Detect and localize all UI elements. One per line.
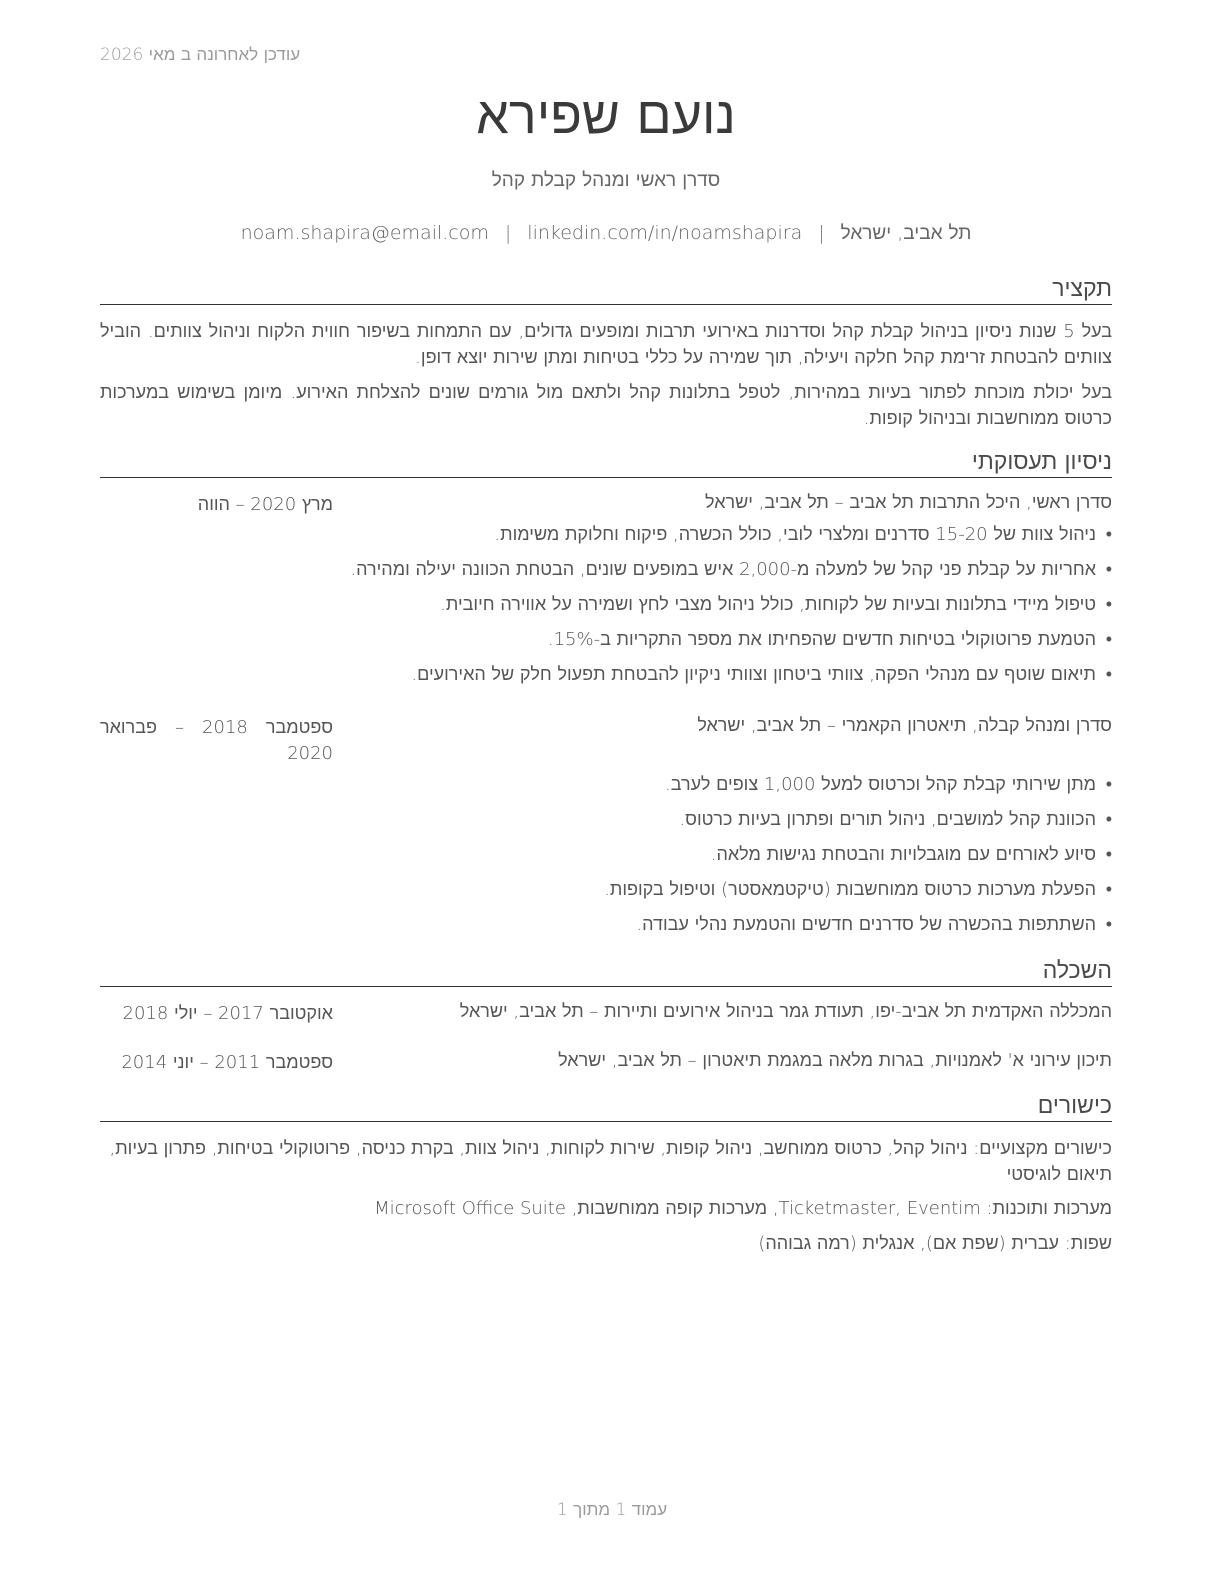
bullet-text: סיוע לאורחים עם מוגבלויות והבטחת נגישות מלאה. [710, 844, 1096, 865]
list-item [352, 592, 1112, 627]
bullet-text: אחריות על קבלת פני קהל של למעלה מ-2,000 איש במופעים שונים, הבטחת הכוונה יעילה ומהירה. [350, 559, 1096, 580]
job-dates: מרץ 2020 – הווה [197, 494, 333, 515]
contact-separator: | [504, 222, 512, 244]
list-item [352, 557, 1112, 592]
section-divider [100, 1121, 1112, 1122]
bullet-text: מתן שירותי קבלת קהל וכרטוס למעל 1,000 צופים לערב. [665, 774, 1096, 795]
summary-paragraph: בעל יכולת מוכחת לפתור בעיות במהירות, לטפל בתלונות קהל ולתאם מול גורמים שונים להצלחת האירוע. מיומן בשימוש במערכות כרטוס ממוחשבות ובניהול קופות. [100, 382, 1112, 429]
education-dates: אוקטובר 2017 – יולי 2018 [122, 1003, 333, 1024]
list-item [352, 627, 1112, 662]
bullet-icon: • [1105, 664, 1112, 685]
bullet-icon: • [1105, 809, 1112, 830]
bullet-text: השתתפות בהכשרה של סדרנים חדשים והטמעת נהלי עבודה. [636, 914, 1096, 935]
section-divider [100, 304, 1112, 305]
list-item [352, 807, 1112, 842]
list-item [352, 662, 1112, 697]
education-dates: ספטמבר 2011 – יוני 2014 [121, 1052, 333, 1073]
bullet-text: הטמעת פרוטוקולי בטיחות חדשים שהפחיתו את מספר התקריות ב-15%. [547, 629, 1096, 650]
job-title: סדרן ומנהל קבלה, תיאטרון הקאמרי – תל אביב, ישראל [697, 715, 1112, 736]
bullet-text: הכוונת קהל למושבים, ניהול תורים ופתרון בעיות כרטוס. [679, 809, 1096, 830]
section-title-experience: ניסיון תעסוקתי [971, 449, 1112, 475]
page-number-footer: עמוד 1 מתוך 1 [556, 1500, 668, 1520]
bullet-text: הפעלת מערכות כרטוס ממוחשבות (טיקטמאסטר) וטיפול בקופות. [604, 879, 1096, 900]
candidate-role: סדרן ראשי ומנהל קבלת קהל [491, 169, 721, 191]
section-title-education: השכלה [1042, 958, 1112, 984]
education-title: תיכון עירוני א' לאמנויות, בגרות מלאה במגמת תיאטרון – תל אביב, ישראל [558, 1050, 1112, 1071]
job-bullets [352, 522, 1112, 697]
section-divider [100, 986, 1112, 987]
resume-page [100, 0, 1112, 1584]
last-updated-note: עודכן לאחרונה ב מאי 2026 [100, 45, 301, 65]
list-item [352, 912, 1112, 947]
list-item [352, 772, 1112, 807]
bullet-icon: • [1105, 629, 1112, 650]
bullet-icon: • [1105, 594, 1112, 615]
section-title-skills: כישורים [1037, 1093, 1112, 1119]
bullet-text: ניהול צוות של 15-20 סדרנים ומלצרי לובי, כולל הכשרה, פיקוח וחלוקת משימות. [494, 524, 1096, 545]
bullet-icon: • [1105, 914, 1112, 935]
contact-line [100, 222, 1112, 245]
job-title: סדרן ראשי, היכל התרבות תל אביב – תל אביב, ישראל [705, 492, 1112, 513]
bullet-icon: • [1105, 879, 1112, 900]
job-dates: ספטמבר 2018 – פברואר 2020 [100, 717, 334, 764]
section-divider [100, 477, 1112, 478]
contact-linkedin[interactable]: linkedin.com/in/noamshapira [527, 222, 803, 244]
skills-professional: כישורים מקצועיים: ניהול קהל, כרטוס ממוחשב, ניהול קופות, שירות לקוחות, ניהול צוות, בקרת כניסה, פרוטוקולי בטיחות, פתרון בעיות, תיאום לוגיסטי [109, 1138, 1112, 1185]
bullet-text: תיאום שוטף עם מנהלי הפקה, צוותי ביטחון וצוותי ניקיון להבטחת תפעול חלק של האירועים. [411, 664, 1096, 685]
contact-email[interactable]: noam.shapira@email.com [240, 222, 489, 244]
candidate-name: נועם שפירא [476, 86, 736, 146]
list-item [352, 877, 1112, 912]
bullet-icon: • [1105, 844, 1112, 865]
bullet-icon: • [1105, 559, 1112, 580]
bullet-text: טיפול מיידי בתלונות ובעיות של לקוחות, כולל ניהול מצבי לחץ ושמירה על אווירה חיובית. [440, 594, 1096, 615]
contact-separator: | [818, 222, 825, 244]
list-item [352, 522, 1112, 557]
job-bullets [352, 772, 1112, 947]
bullet-icon: • [1105, 524, 1112, 545]
bullet-icon: • [1105, 774, 1112, 795]
section-title-summary: תקציר [1052, 276, 1112, 302]
education-title: המכללה האקדמית תל אביב-יפו, תעודת גמר בניהול אירועים ותיירות – תל אביב, ישראל [459, 1001, 1112, 1022]
summary-paragraph: בעל 5 שנות ניסיון בניהול קבלת קהל וסדרנות באירועי תרבות ומופעים גדולים, עם התמחות בשיפור חווית הלקוח וניהול צוותים. הוביל צוותים להבטחת זרימת קהל חלקה ויעילה, תוך שמירה על כללי בטיחות ומתן שירות יוצא דופן. [100, 321, 1112, 368]
skills-languages: שפות: עברית (שפת אם), אנגלית (רמה גבוהה) [758, 1233, 1112, 1254]
skills-software: מערכות ותוכנות: Ticketmaster, Eventim, מערכות קופה ממוחשבות, Microsoft Office Suite [374, 1198, 1112, 1219]
contact-location: תל אביב, ישראל [840, 222, 972, 244]
list-item [352, 842, 1112, 877]
